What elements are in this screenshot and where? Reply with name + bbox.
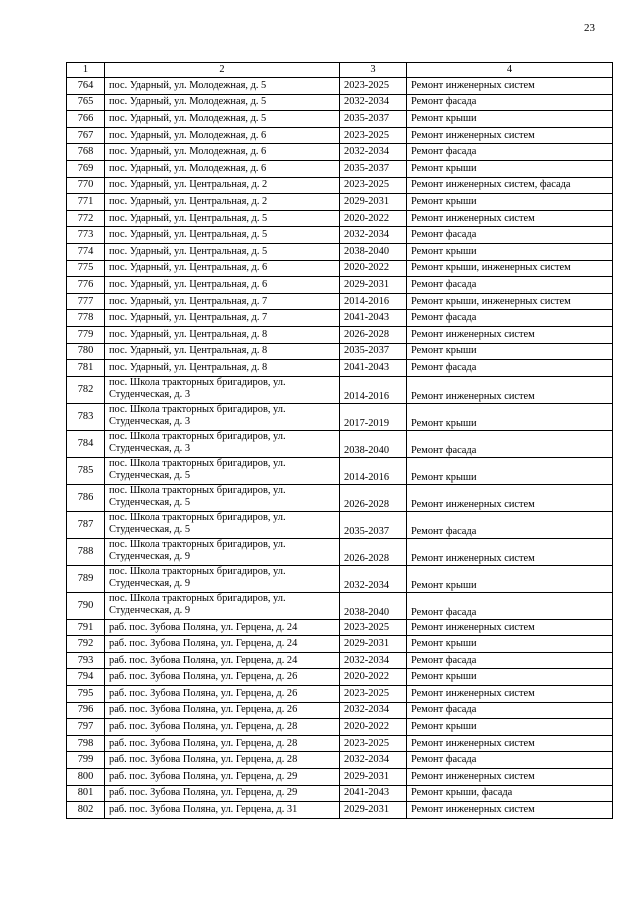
period-cell: 2026-2028 (340, 538, 407, 565)
work-type-cell: Ремонт крыши (407, 403, 613, 430)
column-header-1: 1 (67, 63, 105, 78)
address-cell: раб. пос. Зубова Поляна, ул. Герцена, д. 29 (105, 785, 340, 802)
work-type-cell: Ремонт фасада (407, 430, 613, 457)
row-number: 785 (67, 457, 105, 484)
period-cell: 2032-2034 (340, 227, 407, 244)
address-cell: пос. Ударный, ул. Центральная, д. 5 (105, 243, 340, 260)
address-cell: пос. Школа тракторных бригадиров, ул. Студенческая, д. 9 (105, 538, 340, 565)
table-row (67, 227, 613, 244)
table-row (67, 326, 613, 343)
address-cell: пос. Ударный, ул. Центральная, д. 8 (105, 326, 340, 343)
address-cell: пос. Ударный, ул. Молодежная, д. 5 (105, 111, 340, 128)
row-number: 786 (67, 484, 105, 511)
row-number: 781 (67, 360, 105, 377)
work-type-cell: Ремонт инженерных систем (407, 802, 613, 819)
row-number: 772 (67, 210, 105, 227)
table-row (67, 177, 613, 194)
table-row (67, 210, 613, 227)
work-type-cell: Ремонт крыши (407, 243, 613, 260)
work-type-cell: Ремонт инженерных систем (407, 538, 613, 565)
row-number: 802 (67, 802, 105, 819)
work-type-cell: Ремонт крыши (407, 565, 613, 592)
address-cell: пос. Школа тракторных бригадиров, ул. Студенческая, д. 5 (105, 457, 340, 484)
table-row (67, 802, 613, 819)
address-cell: пос. Ударный, ул. Молодежная, д. 6 (105, 160, 340, 177)
period-cell: 2020-2022 (340, 669, 407, 686)
row-number: 777 (67, 293, 105, 310)
period-cell: 2023-2025 (340, 78, 407, 95)
period-cell: 2020-2022 (340, 210, 407, 227)
period-cell: 2023-2025 (340, 619, 407, 636)
row-number: 789 (67, 565, 105, 592)
work-type-cell: Ремонт крыши, фасада (407, 785, 613, 802)
table-body (67, 78, 613, 819)
row-number: 774 (67, 243, 105, 260)
row-number: 768 (67, 144, 105, 161)
table-row (67, 669, 613, 686)
table-row (67, 565, 613, 592)
table-row (67, 752, 613, 769)
row-number: 775 (67, 260, 105, 277)
period-cell: 2023-2025 (340, 127, 407, 144)
work-type-cell: Ремонт крыши (407, 160, 613, 177)
address-cell: пос. Школа тракторных бригадиров, ул. Студенческая, д. 9 (105, 592, 340, 619)
row-number: 796 (67, 702, 105, 719)
work-type-cell: Ремонт инженерных систем (407, 78, 613, 95)
table-row (67, 652, 613, 669)
period-cell: 2038-2040 (340, 592, 407, 619)
table-row (67, 592, 613, 619)
work-type-cell: Ремонт фасада (407, 702, 613, 719)
address-cell: раб. пос. Зубова Поляна, ул. Герцена, д. 24 (105, 619, 340, 636)
period-cell: 2029-2031 (340, 194, 407, 211)
address-cell: пос. Ударный, ул. Центральная, д. 2 (105, 194, 340, 211)
table-header-row (67, 63, 613, 78)
period-cell: 2020-2022 (340, 260, 407, 277)
table-row (67, 127, 613, 144)
period-cell: 2032-2034 (340, 565, 407, 592)
repair-schedule-table (66, 62, 613, 819)
table-row (67, 430, 613, 457)
period-cell: 2035-2037 (340, 343, 407, 360)
table-row (67, 360, 613, 377)
table-row (67, 636, 613, 653)
address-cell: пос. Школа тракторных бригадиров, ул. Студенческая, д. 5 (105, 484, 340, 511)
period-cell: 2032-2034 (340, 652, 407, 669)
table-row (67, 260, 613, 277)
row-number: 769 (67, 160, 105, 177)
row-number: 793 (67, 652, 105, 669)
work-type-cell: Ремонт инженерных систем (407, 376, 613, 403)
table-row (67, 111, 613, 128)
row-number: 788 (67, 538, 105, 565)
work-type-cell: Ремонт фасада (407, 592, 613, 619)
period-cell: 2038-2040 (340, 430, 407, 457)
period-cell: 2041-2043 (340, 785, 407, 802)
period-cell: 2032-2034 (340, 752, 407, 769)
period-cell: 2026-2028 (340, 484, 407, 511)
row-number: 787 (67, 511, 105, 538)
row-number: 790 (67, 592, 105, 619)
row-number: 782 (67, 376, 105, 403)
row-number: 783 (67, 403, 105, 430)
row-number: 794 (67, 669, 105, 686)
period-cell: 2017-2019 (340, 403, 407, 430)
table-row (67, 160, 613, 177)
period-cell: 2023-2025 (340, 686, 407, 703)
work-type-cell: Ремонт фасада (407, 227, 613, 244)
table-row (67, 702, 613, 719)
address-cell: раб. пос. Зубова Поляна, ул. Герцена, д. 24 (105, 652, 340, 669)
row-number: 767 (67, 127, 105, 144)
work-type-cell: Ремонт инженерных систем (407, 484, 613, 511)
address-cell: пос. Ударный, ул. Молодежная, д. 5 (105, 78, 340, 95)
table-row (67, 484, 613, 511)
work-type-cell: Ремонт инженерных систем (407, 326, 613, 343)
period-cell: 2023-2025 (340, 735, 407, 752)
work-type-cell: Ремонт фасада (407, 752, 613, 769)
table-row (67, 144, 613, 161)
period-cell: 2032-2034 (340, 702, 407, 719)
row-number: 799 (67, 752, 105, 769)
work-type-cell: Ремонт инженерных систем (407, 210, 613, 227)
work-type-cell: Ремонт инженерных систем (407, 686, 613, 703)
work-type-cell: Ремонт фасада (407, 310, 613, 327)
table-row (67, 719, 613, 736)
work-type-cell: Ремонт инженерных систем (407, 735, 613, 752)
page-number: 23 (584, 22, 595, 34)
address-cell: раб. пос. Зубова Поляна, ул. Герцена, д. 26 (105, 686, 340, 703)
address-cell: пос. Ударный, ул. Центральная, д. 8 (105, 343, 340, 360)
period-cell: 2032-2034 (340, 144, 407, 161)
row-number: 797 (67, 719, 105, 736)
period-cell: 2014-2016 (340, 457, 407, 484)
table-row (67, 538, 613, 565)
period-cell: 2035-2037 (340, 160, 407, 177)
period-cell: 2029-2031 (340, 802, 407, 819)
address-cell: пос. Ударный, ул. Центральная, д. 7 (105, 310, 340, 327)
work-type-cell: Ремонт крыши (407, 343, 613, 360)
address-cell: пос. Ударный, ул. Центральная, д. 8 (105, 360, 340, 377)
address-cell: пос. Ударный, ул. Центральная, д. 6 (105, 277, 340, 294)
period-cell: 2014-2016 (340, 376, 407, 403)
period-cell: 2014-2016 (340, 293, 407, 310)
table-row (67, 686, 613, 703)
period-cell: 2020-2022 (340, 719, 407, 736)
period-cell: 2038-2040 (340, 243, 407, 260)
work-type-cell: Ремонт фасада (407, 94, 613, 111)
table-row (67, 619, 613, 636)
address-cell: пос. Ударный, ул. Центральная, д. 5 (105, 210, 340, 227)
row-number: 784 (67, 430, 105, 457)
address-cell: раб. пос. Зубова Поляна, ул. Герцена, д. 28 (105, 752, 340, 769)
work-type-cell: Ремонт инженерных систем (407, 619, 613, 636)
address-cell: раб. пос. Зубова Поляна, ул. Герцена, д. 28 (105, 735, 340, 752)
address-cell: пос. Ударный, ул. Молодежная, д. 5 (105, 94, 340, 111)
row-number: 795 (67, 686, 105, 703)
period-cell: 2029-2031 (340, 636, 407, 653)
work-type-cell: Ремонт крыши, инженерных систем (407, 293, 613, 310)
work-type-cell: Ремонт инженерных систем, фасада (407, 177, 613, 194)
period-cell: 2035-2037 (340, 111, 407, 128)
row-number: 780 (67, 343, 105, 360)
table-row (67, 511, 613, 538)
row-number: 778 (67, 310, 105, 327)
address-cell: раб. пос. Зубова Поляна, ул. Герцена, д. 26 (105, 702, 340, 719)
period-cell: 2032-2034 (340, 94, 407, 111)
address-cell: пос. Ударный, ул. Центральная, д. 5 (105, 227, 340, 244)
period-cell: 2026-2028 (340, 326, 407, 343)
address-cell: пос. Ударный, ул. Молодежная, д. 6 (105, 144, 340, 161)
address-cell: пос. Школа тракторных бригадиров, ул. Студенческая, д. 3 (105, 403, 340, 430)
address-cell: пос. Школа тракторных бригадиров, ул. Студенческая, д. 9 (105, 565, 340, 592)
address-cell: пос. Ударный, ул. Молодежная, д. 6 (105, 127, 340, 144)
period-cell: 2029-2031 (340, 277, 407, 294)
row-number: 791 (67, 619, 105, 636)
work-type-cell: Ремонт крыши (407, 457, 613, 484)
work-type-cell: Ремонт инженерных систем (407, 769, 613, 786)
table-row (67, 277, 613, 294)
period-cell: 2023-2025 (340, 177, 407, 194)
address-cell: пос. Школа тракторных бригадиров, ул. Студенческая, д. 5 (105, 511, 340, 538)
row-number: 776 (67, 277, 105, 294)
work-type-cell: Ремонт фасада (407, 652, 613, 669)
table-row (67, 735, 613, 752)
address-cell: раб. пос. Зубова Поляна, ул. Герцена, д. 24 (105, 636, 340, 653)
table-row (67, 785, 613, 802)
table-row (67, 457, 613, 484)
work-type-cell: Ремонт крыши (407, 719, 613, 736)
row-number: 779 (67, 326, 105, 343)
row-number: 766 (67, 111, 105, 128)
address-cell: пос. Ударный, ул. Центральная, д. 6 (105, 260, 340, 277)
address-cell: пос. Ударный, ул. Центральная, д. 2 (105, 177, 340, 194)
work-type-cell: Ремонт крыши (407, 669, 613, 686)
work-type-cell: Ремонт фасада (407, 360, 613, 377)
table-row (67, 293, 613, 310)
table-row (67, 243, 613, 260)
column-header-2: 2 (105, 63, 340, 78)
work-type-cell: Ремонт крыши, инженерных систем (407, 260, 613, 277)
table-row (67, 403, 613, 430)
row-number: 801 (67, 785, 105, 802)
work-type-cell: Ремонт крыши (407, 111, 613, 128)
work-type-cell: Ремонт крыши (407, 194, 613, 211)
address-cell: пос. Школа тракторных бригадиров, ул. Студенческая, д. 3 (105, 430, 340, 457)
table-row (67, 343, 613, 360)
work-type-cell: Ремонт фасада (407, 277, 613, 294)
column-header-3: 3 (340, 63, 407, 78)
work-type-cell: Ремонт фасада (407, 144, 613, 161)
address-cell: раб. пос. Зубова Поляна, ул. Герцена, д. 28 (105, 719, 340, 736)
table-row (67, 769, 613, 786)
table-row (67, 94, 613, 111)
table-row (67, 310, 613, 327)
row-number: 765 (67, 94, 105, 111)
row-number: 792 (67, 636, 105, 653)
address-cell: пос. Ударный, ул. Центральная, д. 7 (105, 293, 340, 310)
row-number: 764 (67, 78, 105, 95)
period-cell: 2035-2037 (340, 511, 407, 538)
work-type-cell: Ремонт крыши (407, 636, 613, 653)
row-number: 773 (67, 227, 105, 244)
table-row (67, 376, 613, 403)
column-header-4: 4 (407, 63, 613, 78)
row-number: 771 (67, 194, 105, 211)
address-cell: раб. пос. Зубова Поляна, ул. Герцена, д. 29 (105, 769, 340, 786)
table-row (67, 78, 613, 95)
address-cell: раб. пос. Зубова Поляна, ул. Герцена, д. 26 (105, 669, 340, 686)
address-cell: раб. пос. Зубова Поляна, ул. Герцена, д. 31 (105, 802, 340, 819)
period-cell: 2029-2031 (340, 769, 407, 786)
row-number: 770 (67, 177, 105, 194)
work-type-cell: Ремонт инженерных систем (407, 127, 613, 144)
period-cell: 2041-2043 (340, 360, 407, 377)
table-row (67, 194, 613, 211)
row-number: 798 (67, 735, 105, 752)
row-number: 800 (67, 769, 105, 786)
work-type-cell: Ремонт фасада (407, 511, 613, 538)
address-cell: пос. Школа тракторных бригадиров, ул. Студенческая, д. 3 (105, 376, 340, 403)
period-cell: 2041-2043 (340, 310, 407, 327)
